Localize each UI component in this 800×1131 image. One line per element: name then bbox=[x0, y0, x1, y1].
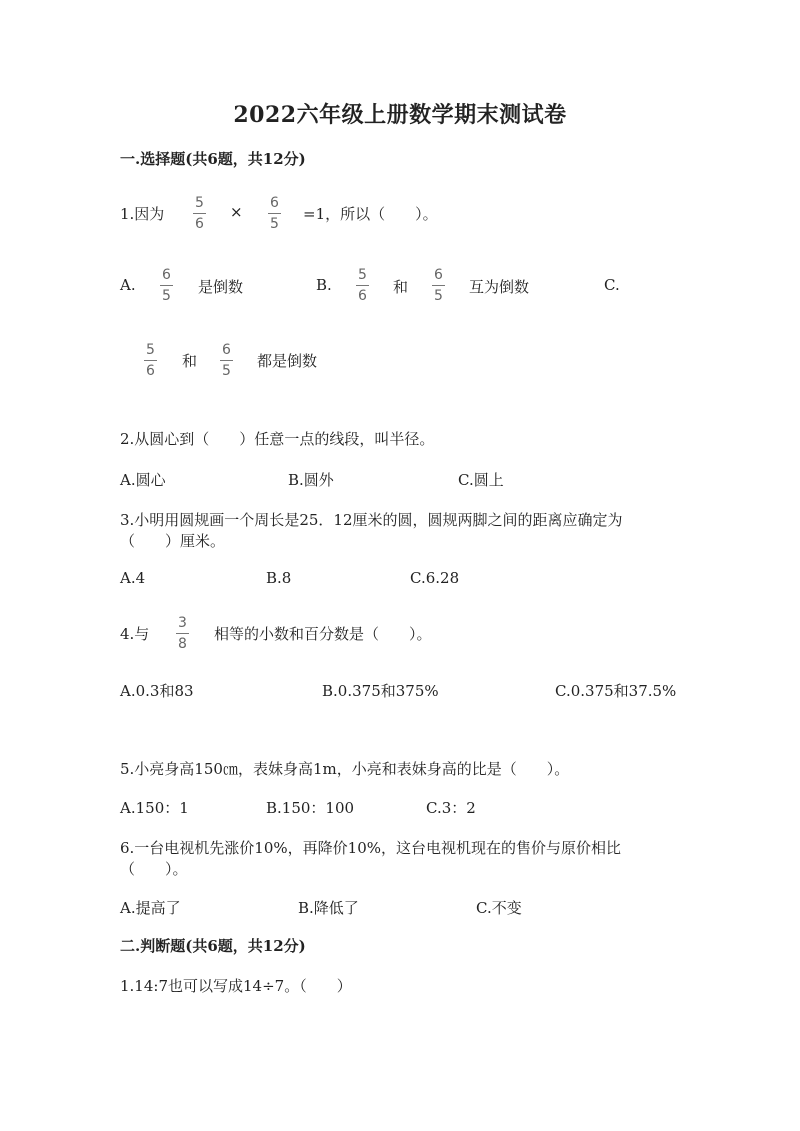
question-4-option-b: B.0.375和375% bbox=[322, 682, 439, 700]
fraction-numerator: 6 bbox=[162, 267, 171, 283]
question-2-stem: 2.从圆心到（ ）任意一点的线段，叫半径。 bbox=[120, 430, 435, 448]
question-3-stem-line-1: 3.小明用圆规画一个周长是25．12厘米的圆，圆规两脚之间的距离应确定为 bbox=[120, 511, 623, 529]
question-1-option-b-label: B. bbox=[316, 276, 332, 294]
fraction-numerator: 6 bbox=[270, 195, 279, 211]
page-title: 2022六年级上册数学期末测试卷 bbox=[233, 102, 567, 128]
question-1-option-b-fraction-1 bbox=[356, 268, 369, 303]
question-5-option-c: C.3：2 bbox=[426, 799, 476, 817]
question-4-suffix: 相等的小数和百分数是（ ）。 bbox=[214, 625, 432, 643]
question-4-prefix: 4.与 bbox=[120, 625, 150, 643]
question-1-fraction-1 bbox=[193, 196, 206, 231]
question-2-option-b: B.圆外 bbox=[288, 471, 334, 489]
question-3-option-c: C.6.28 bbox=[410, 569, 460, 587]
times-sign: × bbox=[230, 203, 243, 221]
question-5-stem: 5.小亮身高150㎝，表妹身高1m，小亮和表妹身高的比是（ ）。 bbox=[120, 760, 570, 778]
fraction-denominator: 6 bbox=[358, 288, 367, 304]
fraction-denominator: 5 bbox=[434, 288, 443, 304]
question-1-option-c-fraction-1 bbox=[144, 343, 157, 378]
fraction-denominator: 6 bbox=[146, 363, 155, 379]
question-2-option-c: C.圆上 bbox=[458, 471, 504, 489]
fraction-denominator: 6 bbox=[195, 216, 204, 232]
question-6-option-c: C.不变 bbox=[476, 899, 522, 917]
question-4-fraction bbox=[176, 616, 189, 651]
question-2-option-a: A.圆心 bbox=[120, 471, 166, 489]
question-1-prefix: 1.因为 bbox=[120, 205, 165, 223]
question-5-option-a: A.150：1 bbox=[120, 799, 189, 817]
section-heading-choice: 一.选择题(共6题，共12分) bbox=[120, 150, 306, 168]
question-1-option-c-fraction-2 bbox=[220, 343, 233, 378]
question-1-option-b-text: 互为倒数 bbox=[469, 278, 530, 296]
question-6-stem-line-1: 6.一台电视机先涨价10%，再降价10%，这台电视机现在的售价与原价相比 bbox=[120, 839, 621, 857]
question-1-option-b-and: 和 bbox=[393, 278, 409, 296]
fraction-numerator: 6 bbox=[222, 342, 231, 358]
question-3-stem-line-2: （ ）厘米。 bbox=[120, 532, 226, 550]
question-3-option-a: A.4 bbox=[120, 569, 146, 587]
question-1-option-a-fraction bbox=[160, 268, 173, 303]
section-heading-judgement: 二.判断题(共6题，共12分) bbox=[120, 937, 306, 955]
fraction-denominator: 5 bbox=[222, 363, 231, 379]
question-4-option-a: A.0.3和83 bbox=[120, 682, 194, 700]
question-6-stem-line-2: （ ）。 bbox=[120, 860, 188, 878]
question-1-fraction-2 bbox=[268, 196, 281, 231]
fraction-denominator: 8 bbox=[178, 636, 187, 652]
fraction-numerator: 6 bbox=[434, 267, 443, 283]
question-4-option-c: C.0.375和37.5% bbox=[555, 682, 677, 700]
fraction-denominator: 5 bbox=[270, 216, 279, 232]
question-1-option-c-text: 都是倒数 bbox=[257, 352, 318, 370]
question-1-option-c-label: C. bbox=[604, 276, 620, 294]
fraction-numerator: 5 bbox=[195, 195, 204, 211]
fraction-numerator: 5 bbox=[358, 267, 367, 283]
fraction-numerator: 5 bbox=[146, 342, 155, 358]
question-3-option-b: B.8 bbox=[266, 569, 292, 587]
question-1-option-a-label: A. bbox=[120, 276, 136, 294]
question-6-option-b: B.降低了 bbox=[298, 899, 359, 917]
fraction-denominator: 5 bbox=[162, 288, 171, 304]
question-1-suffix: =1，所以（ ）。 bbox=[303, 205, 438, 223]
question-1-option-c-and: 和 bbox=[182, 352, 198, 370]
judgement-1-stem: 1.14:7也可以写成14÷7。（ ） bbox=[120, 977, 352, 995]
question-1-option-a-text: 是倒数 bbox=[198, 278, 244, 296]
fraction-numerator: 3 bbox=[178, 615, 187, 631]
question-1-option-b-fraction-2 bbox=[432, 268, 445, 303]
question-5-option-b: B.150：100 bbox=[266, 799, 355, 817]
question-6-option-a: A.提高了 bbox=[120, 899, 181, 917]
